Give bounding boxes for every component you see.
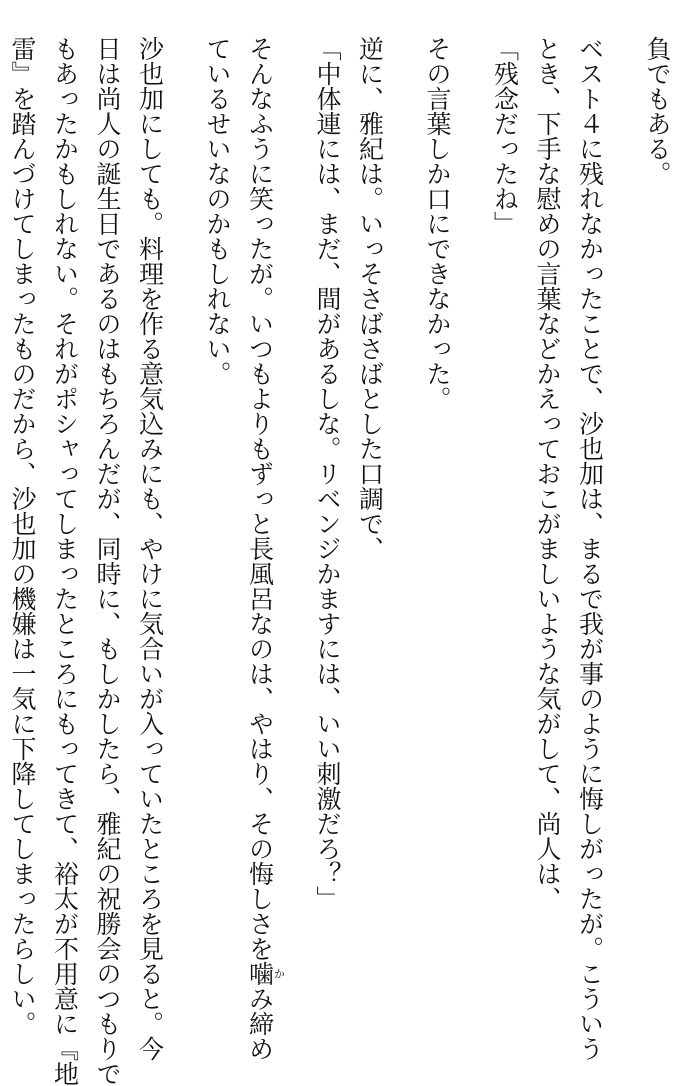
text-line-5: その言葉しか口にできなかった。 xyxy=(423,36,452,411)
furigana-reading-0: か xyxy=(272,961,286,986)
furigana-0: 噛か xyxy=(245,961,286,986)
text-line-2: ベスト４に残れなかったことで、沙也加は、まるで我が事のように悔しがったが。こういう xyxy=(575,36,605,1061)
text-line-3: とき、下手な慰めの言葉などかえっておこがましいような気がして、尚人は、 xyxy=(533,36,562,911)
text-line-4: 「残念だったね」 xyxy=(490,36,520,236)
text-line-11: 日は尚人の誕生日であるのはもちろんだが、同時に、もしかしたら、雅紀の祝勝会のつもりで xyxy=(93,36,122,1086)
text-line-12: もあったかもしれない。それがポシャってしまったところにもってきて、裕太が不用意に『地 xyxy=(50,36,80,1086)
text-line-9: ているせいなのかもしれない。 xyxy=(203,36,232,386)
text-line-7: 「中体連には、まだ、間があるしな。リベンジかますには、いい刺激だろ？」 xyxy=(313,36,342,911)
text-line-13: 雷』を踏んづけてしまったものだから、沙也加の機嫌は一気に下降してしまったらしい。 xyxy=(8,36,37,1036)
text-line-6: 逆に、雅紀は。いっそさばさばとした口調で、 xyxy=(355,36,385,561)
vertical-text-block xyxy=(0,36,678,1086)
text-line-10: 沙也加にしても。料理を作る意気込みにも、やけに気合いが入っていたところを見ると。今 xyxy=(135,36,165,1061)
text-line-1: 負でもある。 xyxy=(643,36,672,186)
text-line-8: そんなふうに笑ったが。いつもよりもずっと長風呂なのは、やはり、その悔しさを噛かみ締め xyxy=(245,36,286,1061)
